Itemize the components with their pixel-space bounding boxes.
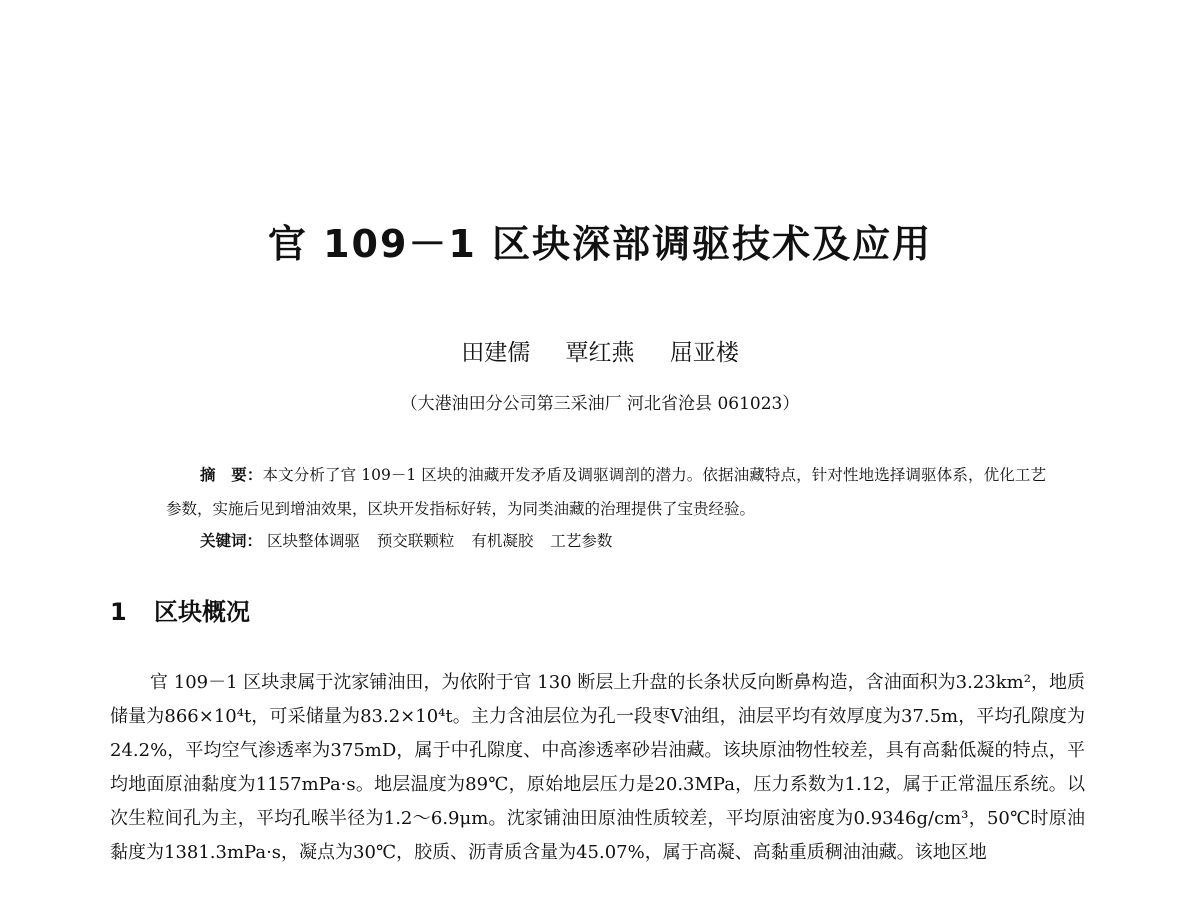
keyword: 工艺参数 (550, 532, 613, 550)
section-title: 区块概况 (154, 598, 250, 626)
author-affiliation: （大港油田分公司第三采油厂 河北省沧县 061023） (400, 394, 800, 414)
abstract (166, 458, 1046, 526)
author-name: 屈亚楼 (669, 340, 739, 366)
keywords (200, 526, 624, 556)
author-name: 覃红燕 (565, 340, 635, 366)
section-number: 1 (110, 598, 127, 626)
author-name: 田建儒 (461, 340, 531, 366)
keyword: 有机凝胶 (471, 532, 534, 550)
section-heading (110, 592, 250, 632)
paper-title: 官 109－1 区块深部调驱技术及应用 (267, 222, 933, 266)
abstract-text: 本文分析了官 109－1 区块的油藏开发矛盾及调驱调剖的潜力。依据油藏特点，针对性地选择调驱体系，优化工艺参数，实施后见到增油效果，区块开发指标好转，为同类油藏的治理提供了宝贵经验。 (166, 466, 1046, 518)
body-paragraph: 官 109－1 区块隶属于沈家铺油田，为依附于官 130 断层上升盘的长条状反向断鼻构造，含油面积为3.23km²，地质储量为866×10⁴t，可采储量为83.2×10⁴t。主力含油层位为孔一段枣Ⅴ油组，油层平均有效厚度为37.5m，平均孔隙度为24.2%，平均空气渗透率为375mD，属于中孔隙度、中高渗透率砂岩油藏。该块原油物性较差，具有高黏低凝的特点，平均地面原油黏度为1157mPa·s。地层温度为89℃，原始地层压力是20.3MPa，压力系数为1.12，属于正常温压系统。以次生粒间孔为主，平均孔喉半径为1.2～6.9μm。沈家铺油田原油性质较差，平均原油密度为0.9346g/cm³，50℃时原油黏度为1381.3mPa·s，凝点为30℃，胶质、沥青质含量为45.07%，属于高凝、高黏重质稠油油藏。该地区地 (110, 672, 1085, 863)
keyword: 区块整体调驱 (266, 532, 360, 550)
keywords-label: 关键词： (200, 532, 263, 550)
author-list (0, 336, 1200, 370)
keyword: 预交联颗粒 (376, 532, 455, 550)
abstract-label: 摘 要： (200, 466, 263, 484)
